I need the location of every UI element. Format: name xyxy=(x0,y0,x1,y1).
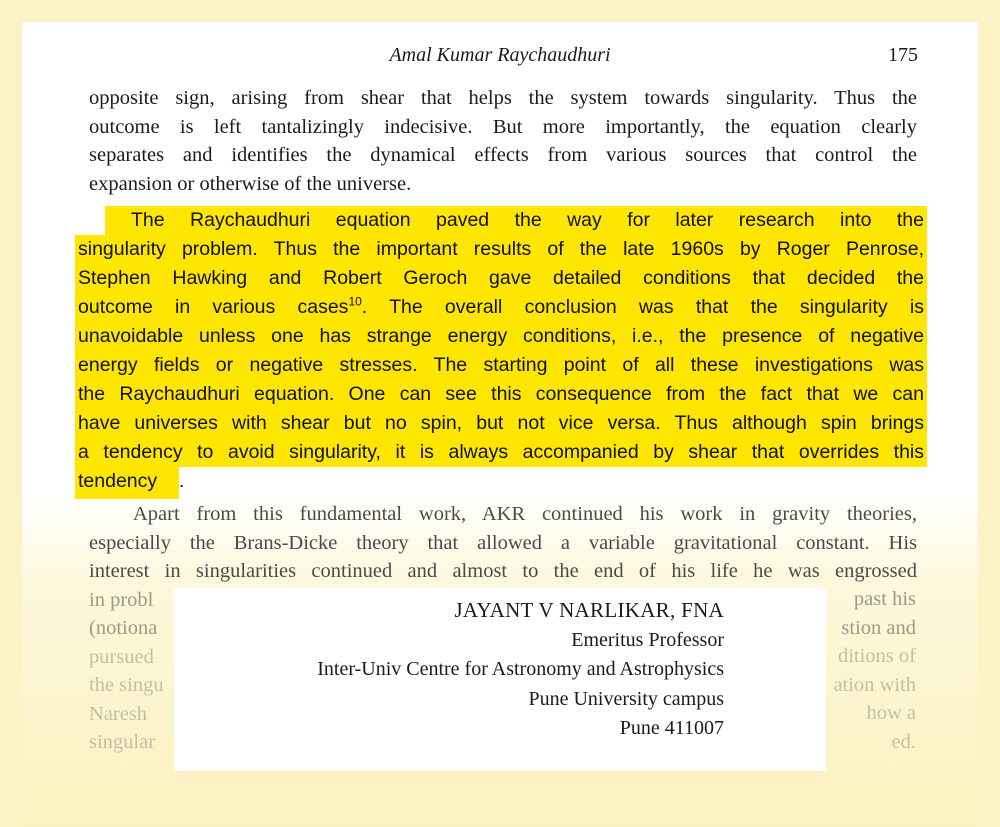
highlighted-line: unavoidable unless one has strange energy conditions, i.e., the presence of negative xyxy=(75,322,927,351)
text-line: opposite sign, arising from shear that helps the system towards singularity. Thus the xyxy=(89,87,917,109)
highlighted-line: the Raychaudhuri equation. One can see this consequence from the fact that we can xyxy=(75,380,927,409)
highlighted-line: have universes with shear but no spin, but not vice versa. Thus although spin brings xyxy=(75,409,927,438)
highlighted-line: The Raychaudhuri equation paved the way for later research into the xyxy=(105,206,927,235)
paragraph-1 xyxy=(89,84,917,198)
text-line: (notiona xyxy=(89,617,158,639)
highlighted-line: Stephen Hawking and Robert Geroch gave detailed conditions that decided the xyxy=(75,264,927,293)
highlighted-line: a tendency to avoid singularity, it is always accompanied by shear that overrides this xyxy=(75,438,927,467)
footnote-reference: 10 xyxy=(348,294,362,309)
line-text: . The overall conclusion was that the singularity is xyxy=(361,296,924,318)
highlighted-line xyxy=(75,293,927,322)
page-number: 175 xyxy=(888,44,918,66)
author-address: Pune 411007 xyxy=(619,717,724,739)
text-fragment: stion and xyxy=(841,616,916,639)
text-line: interest in singularities continued and almost to the end of his life he was engrossed xyxy=(89,560,917,582)
text-fragment: past his xyxy=(853,588,916,610)
text-fragment: ditions of xyxy=(837,645,916,667)
highlighted-line: tendency xyxy=(75,467,179,499)
text-line: separates and identifies the dynamical effects from various sources that control the xyxy=(89,144,917,166)
text-fragment: ation with xyxy=(833,673,916,696)
highlighted-line: singularity problem. Thus the important results of the late 1960s by Roger Penrose, xyxy=(75,235,927,264)
document-page xyxy=(22,22,978,827)
author-title: Emeritus Professor xyxy=(571,628,724,651)
text-line: outcome is left tantalizingly indecisive. But more importantly, the equation clearly xyxy=(89,115,917,138)
text-line: the singu xyxy=(89,674,164,696)
text-line: in probl xyxy=(89,588,154,611)
highlighted-line: energy fields or negative stresses. The starting point of all these investigations was xyxy=(75,351,927,380)
running-title: Amal Kumar Raychaudhuri xyxy=(389,44,611,66)
paragraph-3-right-fragments xyxy=(833,585,916,756)
end-punctuation: . xyxy=(179,470,185,492)
text-line: especially the Brans-Dicke theory that allowed a variable gravitational constant. His xyxy=(89,531,917,554)
signature-block xyxy=(174,588,826,771)
text-fragment: how a xyxy=(866,702,916,724)
line-text: outcome in various cases xyxy=(78,296,349,318)
author-name: JAYANT V NARLIKAR, FNA xyxy=(454,598,724,622)
text-fragment: ed. xyxy=(891,730,916,753)
page-header xyxy=(82,44,918,70)
text-line: Apart from this fundamental work, AKR continued his work in gravity theories, xyxy=(133,503,917,525)
text-line: pursued xyxy=(89,645,154,668)
author-institution: Inter-Univ Centre for Astronomy and Astrophysics xyxy=(317,658,724,680)
text-line: expansion or otherwise of the universe. xyxy=(89,172,412,195)
text-line: singular xyxy=(89,731,156,753)
author-campus: Pune University campus xyxy=(528,687,724,710)
text-line: Naresh xyxy=(89,702,148,725)
